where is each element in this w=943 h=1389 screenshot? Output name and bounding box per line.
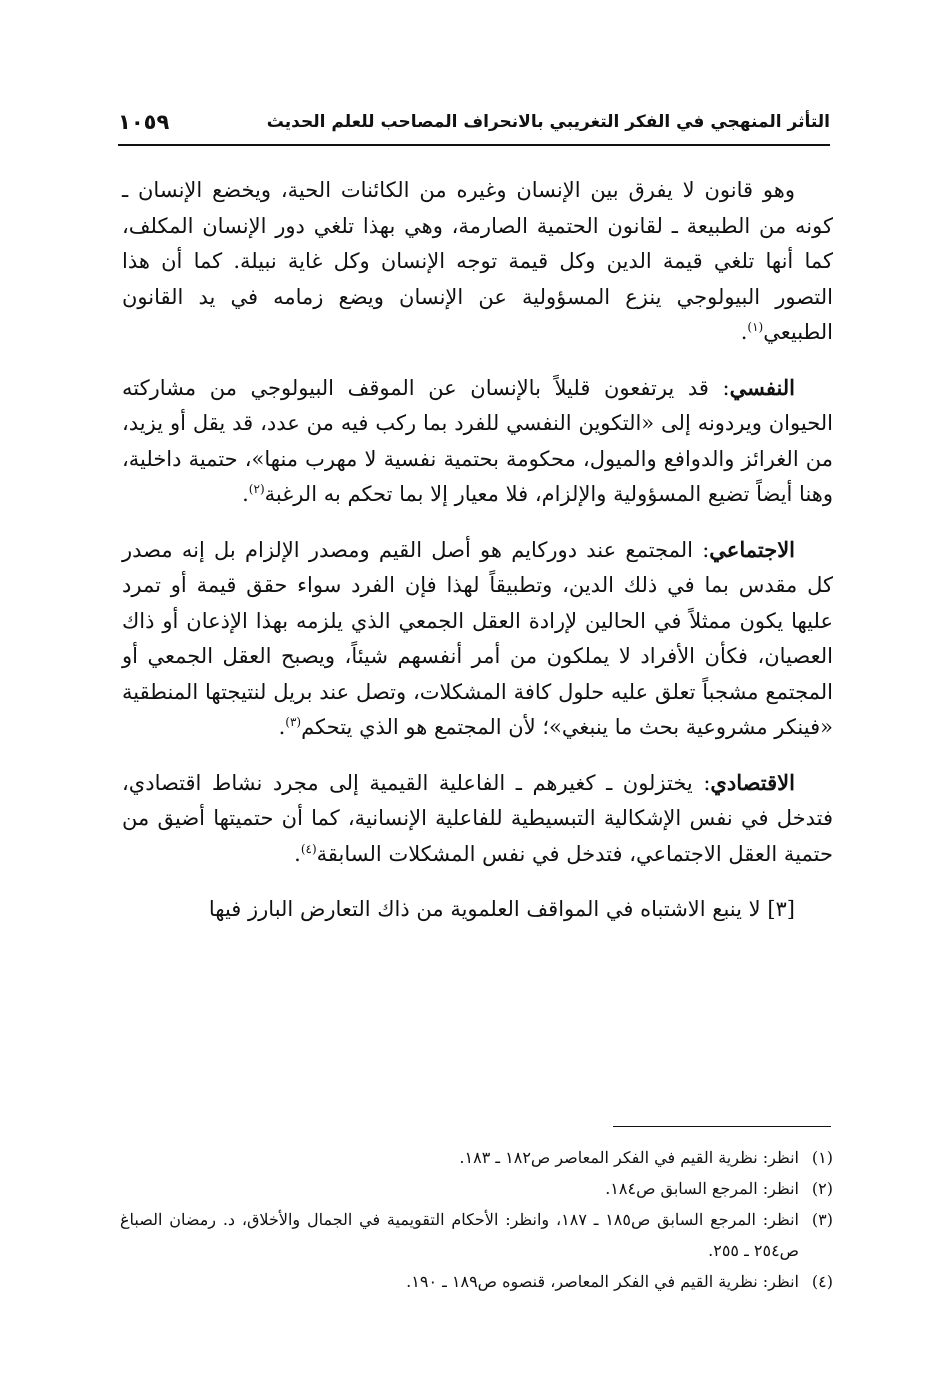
footnote-text: انظر: المرجع السابق ص١٨٤. [605,1179,799,1198]
paragraph-term: الاقتصادي [710,769,795,795]
footnote-ref: (١) [747,320,764,334]
footnote-ref: (٤) [300,841,317,856]
footnote-text: انظر: نظرية القيم في الفكر المعاصر ص١٨٢ ـ ١٨٣. [459,1148,799,1167]
paragraph-section-3 [122,891,833,928]
running-title: التأثر المنهجي في الفكر التغريبي بالانحراف المصاحب للعلم الحديث [266,112,830,132]
paragraph-end: . [242,482,249,506]
footnote-ref: (٣) [285,715,302,729]
paragraph-text: : المجتمع عند دوركايم هو أصل القيم ومصدر الإلزام بل إنه مصدر كل مقدس بما في ذلك الدين، وتطبيقاً لهذا فإن الفرد سواء حقق قيمة أو تمرد عليها يكون ممثلاً في الحالين لإرادة العقل الجمعي الذي يلزمه بهذا الإذعان أو ذاك العصيان، فكأن الأفراد لا يملكون من أمر أنفسهم شيئاً، ويصبح العقل الجمعي أو المجتمع مشجباً تعلق عليه حلول كافة المشكلات، وتصل عند بريل لنتيجتها المنطقية «فينكر مشروعية بحث ما ينبغي»؛ لأن المجتمع هو الذي يتحكم [122,537,833,739]
paragraph-economic [122,765,833,873]
footnote-number: (٢) [811,1179,833,1198]
footnote-item [120,1204,833,1266]
footnote-divider [613,1126,831,1127]
footnote-number: (١) [811,1148,833,1167]
paragraph-end: . [278,715,286,739]
footnote-item [120,1266,833,1297]
paragraph-term: الاجتماعي [709,536,795,562]
footnote-text: انظر: نظرية القيم في الفكر المعاصر، قنصوه ص١٨٩ ـ ١٩٠. [406,1272,799,1291]
paragraph-biological [122,172,833,351]
paragraph-text: [٣] لا ينبع الاشتباه في المواقف العلموية من ذاك التعارض البارز فيها [208,897,795,921]
footnote-item [120,1142,833,1173]
paragraph-social [122,532,833,746]
main-text [122,172,833,947]
paragraph-text: وهو قانون لا يفرق بين الإنسان وغيره من الكائنات الحية، ويخضع الإنسان ـ كونه من الطبيعة ـ لقانون الحتمية الصارمة، وهي بهذا تلغي دور الإنسان المكلف، كما أنها تلغي قيمة الدين وكل قيمة توجه الإنسان وكل غاية نبيلة. كما أن هذا التصور البيولوجي ينزع المسؤولية عن الإنسان ويضع زمامه في يد القانون الطبيعي [122,178,833,344]
page-header [118,100,830,146]
paragraph-term: النفسي [729,374,796,400]
footnote-text: انظر: المرجع السابق ص١٨٥ ـ ١٨٧، وانظر: الأحكام التقويمية في الجمال والأخلاق، د. رمضان الصباغ ص٢٥٤ ـ ٢٥٥. [120,1210,800,1260]
paragraph-end: . [294,841,301,866]
footnote-ref: (٢) [248,482,265,496]
paragraph-text: : يختزلون ـ كغيرهم ـ الفاعلية القيمية إلى مجرد نشاط اقتصادي، فتدخل في نفس الإشكالية التبسيطية للفاعلية الإنسانية، كما أن حتميتها أضيق من حتمية العقل الاجتماعي، فتدخل في نفس المشكلات السابقة [122,770,833,866]
paragraph-text: : قد يرتفعون قليلاً بالإنسان عن الموقف البيولوجي من مشاركته الحيوان ويردونه إلى «التكوين النفسي للفرد بما ركب فيه من عدد، قد يقل أو يزيد، من الغرائز والدوافع والميول، محكومة بحتمية نفسية لا مهرب منها»، حتمية داخلية، وهنا أيضاً تضيع المسؤولية والإلزام، فلا معيار إلا بما تحكم به الرغبة [122,375,833,506]
footnote-number: (٣) [811,1210,833,1229]
page-number: ١٠٥٩ [118,110,170,134]
footnote-number: (٤) [811,1272,833,1291]
paragraph-end: . [740,320,748,344]
footnotes [120,1142,833,1297]
paragraph-psychological [122,370,833,513]
footnote-item [120,1173,833,1204]
